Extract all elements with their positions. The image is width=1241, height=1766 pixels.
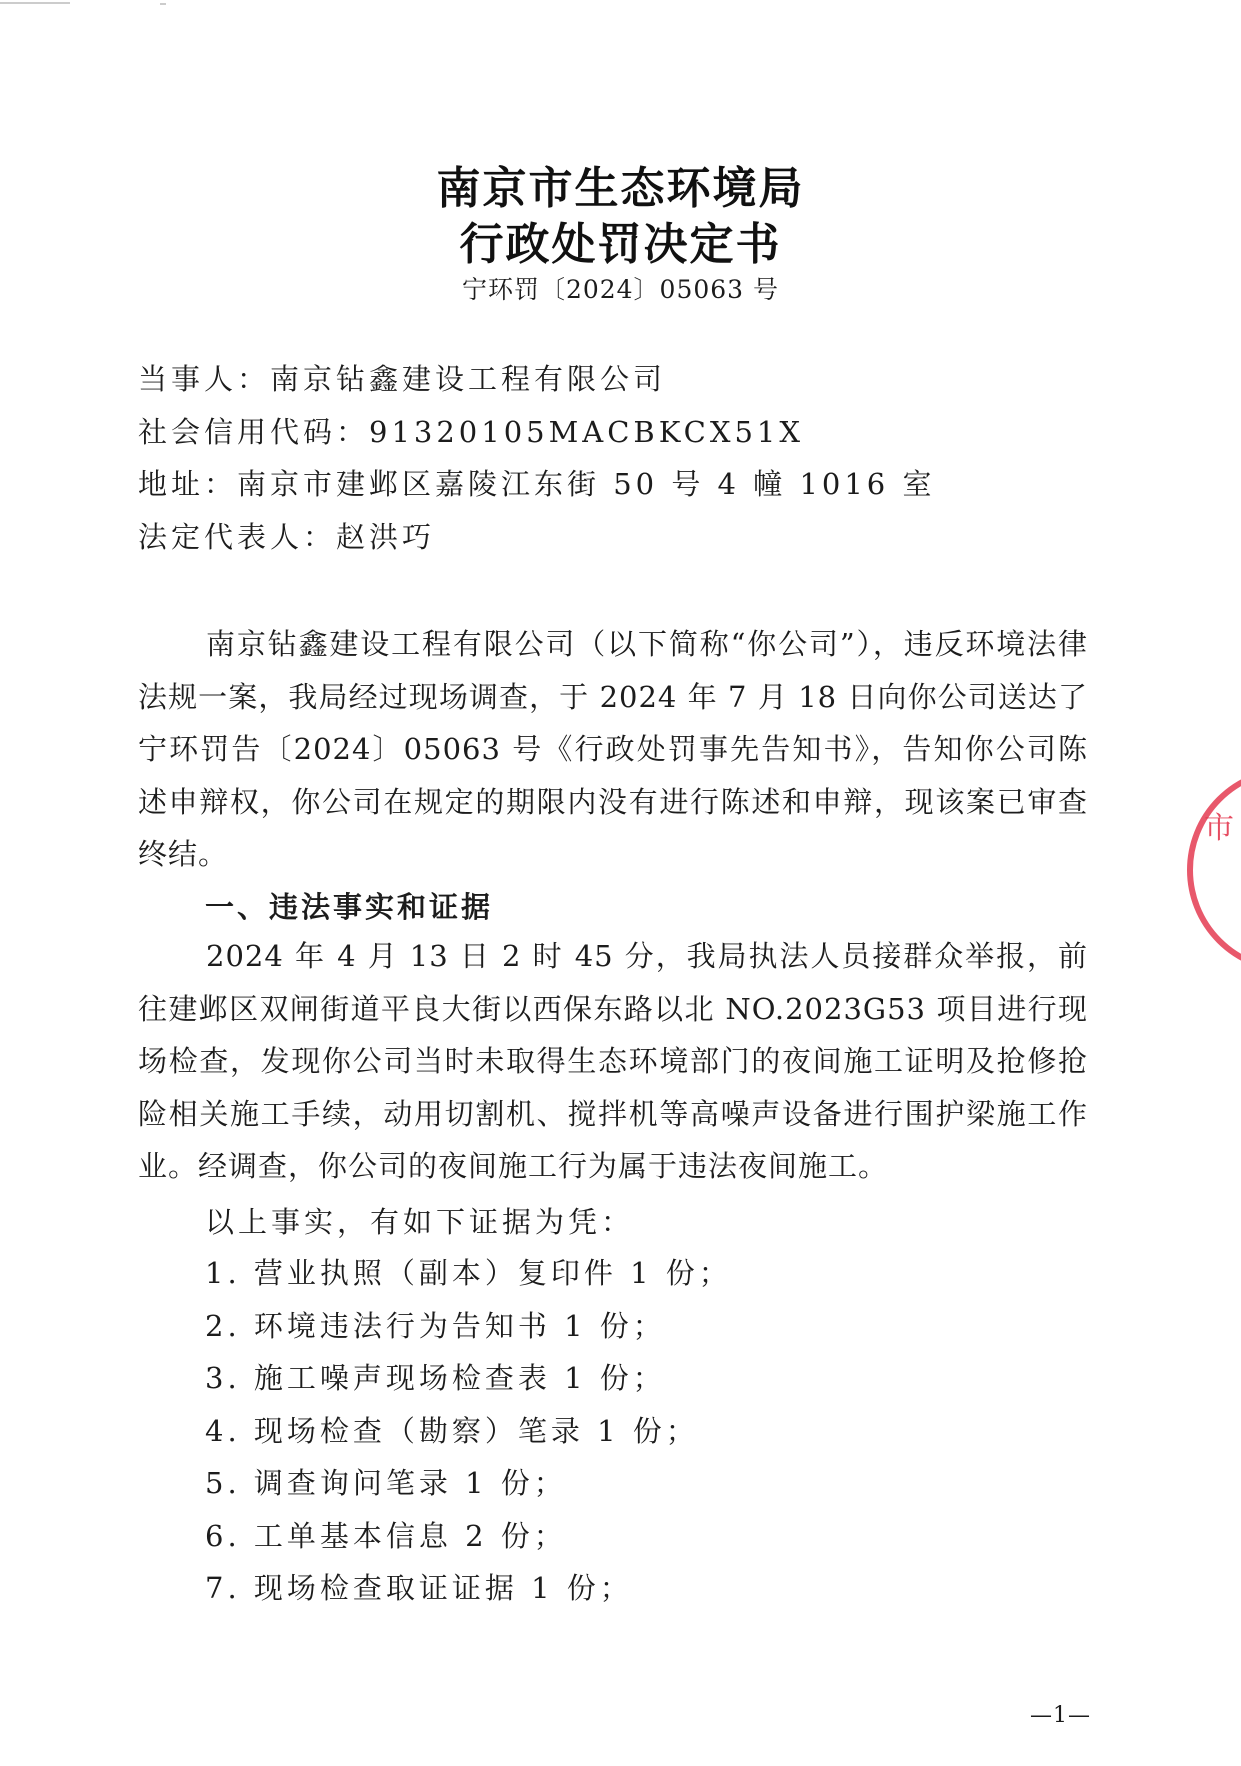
evidence-item: 3. 施工噪声现场检查表 1 份； — [205, 1361, 666, 1395]
page-number: —1— — [1030, 1703, 1091, 1728]
evidence-item: 4. 现场检查（勘察）笔录 1 份； — [205, 1413, 699, 1448]
evidence-item: 6. 工单基本信息 2 份； — [205, 1518, 567, 1553]
evidence-item: 1. 营业执照（副本）复印件 1 份； — [205, 1256, 732, 1290]
party-name: 当事人：南京钻鑫建设工程有限公司 — [138, 362, 667, 396]
evidence-intro: 以上事实，有如下证据为凭： — [205, 1205, 635, 1239]
evidence-item: 2. 环境违法行为告知书 1 份； — [205, 1308, 666, 1343]
seal-text: 市 — [1204, 811, 1234, 846]
document-type-title: 行政处罚决定书 — [459, 219, 782, 270]
section-heading-facts: 一、违法事实和证据 — [205, 890, 494, 924]
party-address: 地址：南京市建邺区嘉陵江东街 50 号 4 幢 1016 室 — [138, 467, 936, 501]
scan-marks — [0, 0, 220, 8]
official-seal-icon — [1180, 760, 1241, 980]
evidence-list — [205, 1247, 732, 1615]
intro-paragraph: 南京钻鑫建设工程有限公司（以下简称“你公司”），违反环境法律法规一案，我局经过现场调查，于 2024 年 7 月 18 日向你公司送达了宁环罚告〔2024〕05063 号《行政处罚事先告知书》，告知你公司陈述申辩权，你公司在规定的期限内没有进行陈述和申辩，现该案已审查终结。 — [138, 627, 1088, 871]
facts-paragraph: 2024 年 4 月 13 日 2 时 45 分，我局执法人员接群众举报，前往建邺区双闸街道平良大街以西保东路以北 NO.2023G53 项目进行现场检查，发现你公司当时未取得生态环境部门的夜间施工证明及抢修抢险相关施工手续，动用切割机、搅拌机等高噪声设备进行围护梁施工作业。经调查，你公司的夜间施工行为属于违法夜间施工。 — [138, 939, 1088, 1183]
legal-representative: 法定代表人：赵洪巧 — [138, 520, 436, 554]
document-number: 宁环罚〔2024〕05063 号 — [461, 275, 780, 304]
evidence-item: 7. 现场检查取证证据 1 份； — [205, 1571, 633, 1605]
agency-title: 南京市生态环境局 — [436, 163, 805, 214]
evidence-item: 5. 调查询问笔录 1 份； — [205, 1466, 567, 1500]
credit-code: 社会信用代码：91320105MACBKCX51X — [138, 415, 805, 449]
